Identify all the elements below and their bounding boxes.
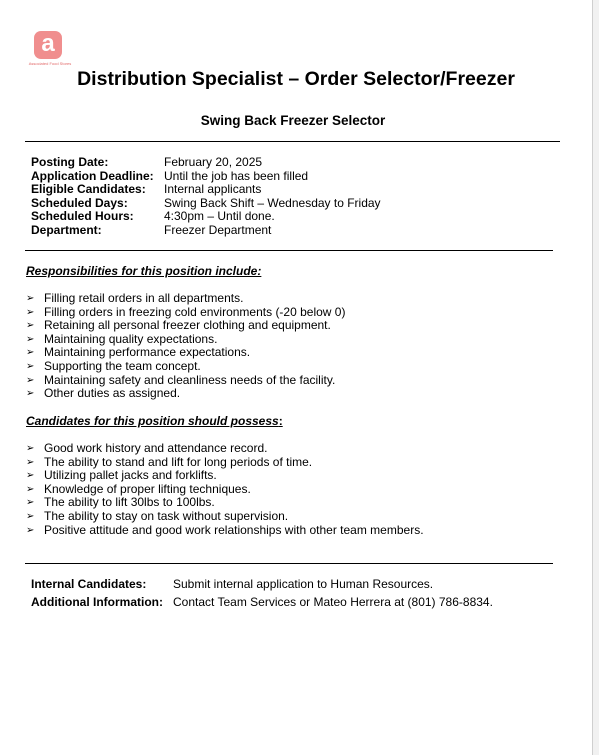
list-item-text: The ability to lift 30lbs to 100lbs.	[44, 495, 215, 510]
internal-candidates-value: Submit internal application to Human Resources.	[173, 577, 434, 591]
arrow-bullet-icon: ➢	[26, 320, 35, 332]
list-item-text: Utilizing pallet jacks and forklifts.	[44, 468, 217, 483]
arrow-bullet-icon: ➢	[26, 456, 35, 468]
scheduled-hours-row	[31, 210, 381, 224]
list-item-text: Filling retail orders in all departments.	[44, 291, 244, 305]
qualifications-list	[26, 442, 424, 537]
list-item	[26, 346, 345, 360]
qualifications-heading-colon: :	[278, 414, 283, 428]
arrow-bullet-icon: ➢	[26, 470, 35, 482]
list-item-text: Maintaining performance expectations.	[44, 345, 251, 360]
posting-details	[31, 156, 381, 238]
list-item	[26, 387, 345, 401]
list-item	[26, 483, 424, 497]
posting-date-label: Posting Date:	[31, 155, 109, 169]
arrow-bullet-icon: ➢	[26, 374, 35, 386]
job-title: Distribution Specialist – Order Selector/Freezer	[77, 68, 515, 90]
logo-text: Associated Food Stores	[28, 61, 72, 66]
divider-top	[25, 141, 560, 142]
list-item	[26, 292, 345, 306]
additional-information-label: Additional Information:	[31, 595, 163, 609]
arrow-bullet-icon: ➢	[26, 497, 35, 509]
job-subtitle: Swing Back Freezer Selector	[200, 113, 386, 128]
scheduled-days-value: Swing Back Shift – Wednesday to Friday	[164, 195, 381, 210]
arrow-bullet-icon: ➢	[26, 443, 35, 454]
list-item-text: Other duties as assigned.	[44, 386, 181, 401]
list-item-text: Maintaining safety and cleanliness needs of the facility.	[44, 372, 336, 387]
list-item-text: Retaining all personal freezer clothing and equipment.	[44, 318, 331, 333]
list-item	[26, 319, 345, 333]
list-item-text: The ability to stay on task without supervision.	[44, 508, 289, 523]
scheduled-days-row	[31, 197, 381, 211]
list-item-text: Knowledge of proper lifting techniques.	[44, 481, 251, 496]
internal-candidates-label: Internal Candidates:	[31, 577, 147, 591]
list-item-text: Supporting the team concept.	[44, 358, 201, 373]
logo-icon: a	[34, 31, 62, 59]
list-item-text: Positive attitude and good work relationships with other team members.	[44, 522, 424, 537]
list-item	[26, 333, 345, 347]
scheduled-hours-value: 4:30pm – Until done.	[164, 209, 275, 224]
department-row	[31, 224, 381, 238]
responsibilities-list	[26, 292, 345, 401]
divider-bottom	[25, 563, 553, 564]
arrow-bullet-icon: ➢	[26, 483, 35, 495]
additional-information-value: Contact Team Services or Mateo Herrera at (801) 786-8834.	[173, 595, 493, 609]
department-value: Freezer Department	[164, 222, 272, 237]
posting-date-row	[31, 156, 381, 170]
list-item	[26, 456, 424, 470]
list-item-text: Maintaining quality expectations.	[44, 331, 218, 346]
list-item	[26, 496, 424, 510]
list-item-text: Filling orders in freezing cold environments (-20 below 0)	[44, 304, 346, 319]
list-item-text: Good work history and attendance record.	[44, 441, 268, 455]
eligible-candidates-row	[31, 183, 381, 197]
qualifications-heading-text: Candidates for this position should possess	[26, 414, 279, 428]
posting-date-value: February 20, 2025	[164, 155, 263, 169]
arrow-bullet-icon: ➢	[26, 347, 35, 359]
application-deadline-row	[31, 170, 381, 184]
scroll-gutter	[593, 0, 599, 755]
arrow-bullet-icon: ➢	[26, 388, 35, 400]
list-item	[26, 360, 345, 374]
arrow-bullet-icon: ➢	[26, 360, 35, 372]
eligible-candidates-value: Internal applicants	[164, 182, 262, 197]
qualifications-heading	[26, 414, 283, 428]
company-logo	[25, 31, 75, 69]
divider-middle	[25, 250, 553, 251]
list-item	[26, 469, 424, 483]
internal-candidates-row	[31, 577, 493, 595]
scheduled-hours-label: Scheduled Hours:	[31, 209, 134, 224]
department-label: Department:	[31, 222, 102, 237]
eligible-candidates-label: Eligible Candidates:	[31, 182, 146, 197]
list-item	[26, 306, 345, 320]
arrow-bullet-icon: ➢	[26, 293, 35, 304]
application-deadline-value: Until the job has been filled	[164, 168, 309, 183]
scheduled-days-label: Scheduled Days:	[31, 195, 128, 210]
application-deadline-label: Application Deadline:	[31, 168, 154, 183]
list-item	[26, 524, 424, 538]
contact-section	[31, 577, 493, 613]
arrow-bullet-icon: ➢	[26, 524, 35, 536]
list-item-text: The ability to stand and lift for long periods of time.	[44, 454, 313, 469]
list-item	[26, 510, 424, 524]
arrow-bullet-icon: ➢	[26, 333, 35, 345]
responsibilities-heading: Responsibilities for this position include:	[26, 264, 262, 278]
arrow-bullet-icon: ➢	[26, 510, 35, 522]
additional-information-row	[31, 595, 493, 613]
arrow-bullet-icon: ➢	[26, 306, 35, 318]
list-item	[26, 374, 345, 388]
list-item	[26, 442, 424, 456]
